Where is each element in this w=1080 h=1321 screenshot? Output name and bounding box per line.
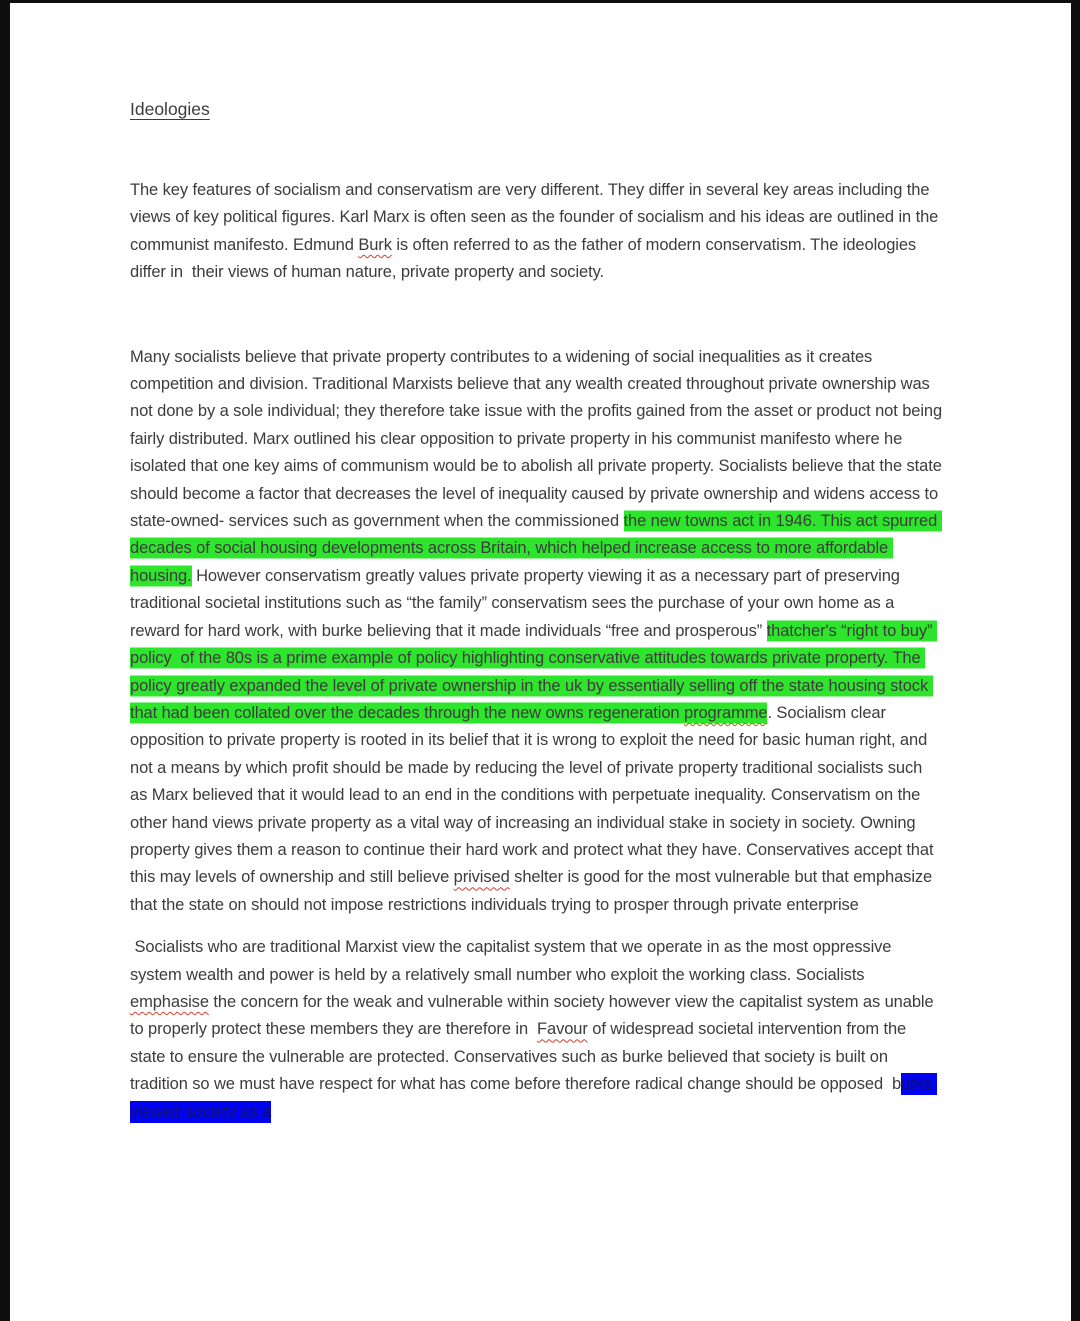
misspelled-word: privised <box>453 868 510 887</box>
misspelled-word: emphasise <box>130 992 209 1011</box>
text-run: Socialists who are traditional Marxist view the capitalist system that we operate in as the most oppressive system wealth and power is held by a relatively small number who exploit the working class. Socialists <box>130 938 896 984</box>
highlighted-text: thatcher's “right to buy” policy of the 80s is a prime example of policy highlighting conservative attitudes towards private property. The policy greatly expanded the level of private ownership in the uk by essentially selling off the state housing stock that had been collated over the decades through the new owns regeneration <box>130 621 937 722</box>
paragraph-2[interactable] <box>130 344 947 920</box>
document-body <box>130 177 947 1126</box>
text-run: is often referred to as the father of modern conservatism. The ideologies differ in their views of human nature, private property and society. <box>130 235 921 282</box>
misspelled-word: Favour <box>537 1020 588 1039</box>
text-run: of widespread societal intervention from the state to ensure the vulnerable are protected. Conservatives such as burke believed that society is built on tradition so we must have respect for what has come before therefore radical change should be opposed b <box>130 1020 911 1094</box>
document-heading[interactable]: Ideologies <box>130 99 210 119</box>
text-run: The key features of socialism and conservatism are very different. They differ in several key areas including the views of key political figures. Karl Marx is often seen as the founder of socialism and his ideas are outlined in the communist manifesto. Edmund <box>130 181 943 254</box>
paragraph-1[interactable] <box>130 177 943 287</box>
text-run: Many socialists believe that private property contributes to a widening of social inequalities as it creates competition and division. Traditional Marxists believe that any wealth created throughout private ownership was not done by a sole individual; they therefore take issue with the profits gained from the asset or product not being fairly distributed. Marx outlined his clear opposition to private property in his communist manifesto where he isolated that one key aims of communism would be to abolish all private property. Socialists believe that the state should become a factor that decreases the level of inequality caused by private ownership and widens access to state-owned- services such as government when the commissioned <box>130 347 947 531</box>
document-content <box>10 3 1071 1206</box>
paragraph-3[interactable] <box>130 934 943 1126</box>
screen <box>0 3 1080 1321</box>
highlighted-misspelled-word: programme <box>684 703 768 722</box>
document-page[interactable] <box>10 3 1071 1321</box>
text-run: . Socialism clear opposition to private property is rooted in its belief that it is wrong to exploit the need for basic human right, and not a means by which profit should be made by reducing the level of private property traditional socialists such as Marx believed that it would lead to an end in the conditions with perpetuate inequality. Conservatism on the other hand views private property as a vital way of increasing an individual stake in society in society. Owning property gives them a reason to continue their hard work and protect what they have. Conservatives accept that this may levels of ownership and still believe <box>130 703 938 887</box>
text-run: the concern for the weak and vulnerable within society however view the capitalist system as unable to properly protect these members they are therefore in <box>130 992 939 1039</box>
selected-text: urke viewed society as a <box>130 1075 938 1121</box>
highlighted-text: the new towns act in 1946. This act spurred decades of social housing developments across Britain, which helped increase access to more affordable housing. <box>130 512 942 585</box>
text-run: However conservatism greatly values private property viewing it as a necessary part of preserving traditional societal institutions such as “the family” conservatism sees the purchase of your own home as a reward for hard work, with burke believing that it made individuals “free and prosperous” <box>130 566 905 640</box>
text-run: shelter is good for the most vulnerable but that emphasize that the state on should not impose restrictions individuals trying to prosper through private enterprise <box>130 868 937 914</box>
misspelled-word: Burk <box>358 235 392 254</box>
